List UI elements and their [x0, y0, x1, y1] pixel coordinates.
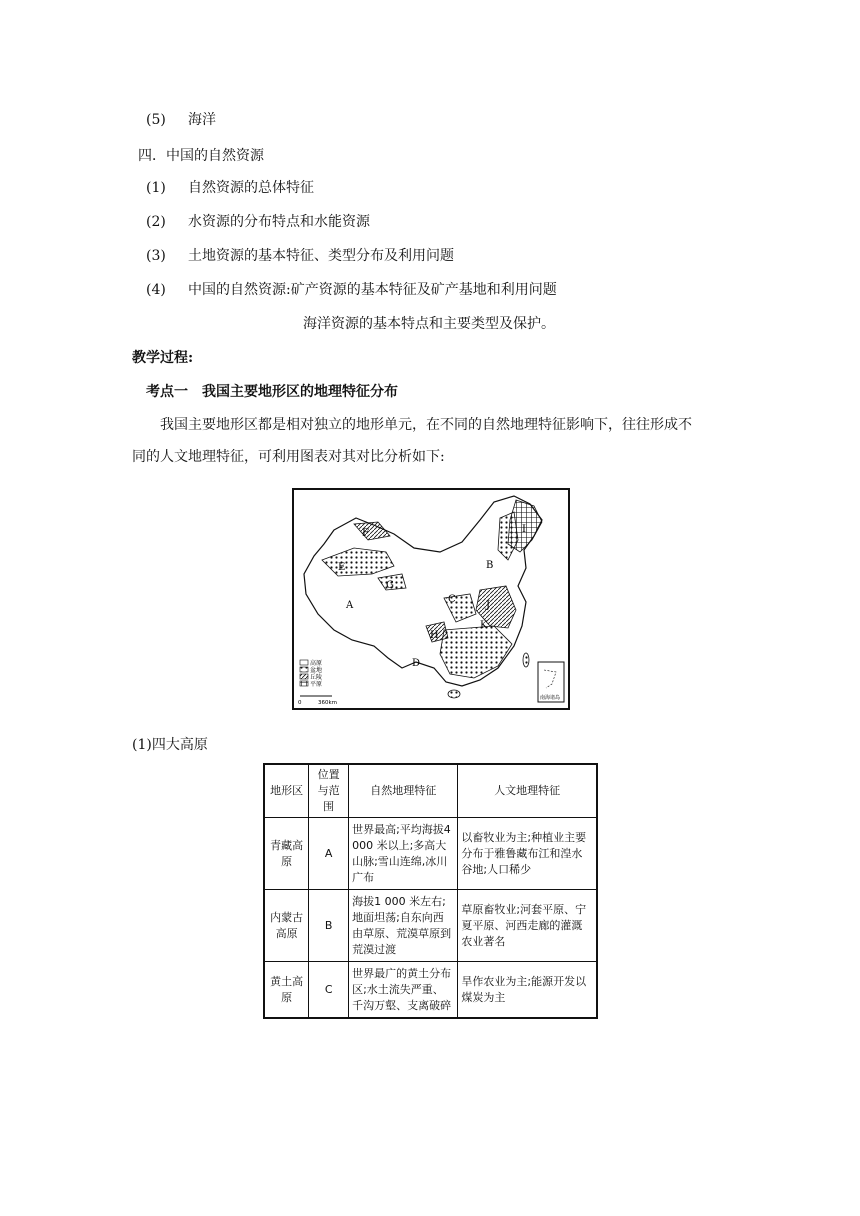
map-label-a: A: [346, 600, 354, 611]
map-label-e: E: [338, 562, 346, 573]
header-region: 地形区: [264, 764, 309, 818]
cell-human: 草原畜牧业;河套平原、宁夏平原、河西走廊的灌溉农业著名: [458, 890, 597, 962]
outline-item-text: 中国的自然资源:矿产资源的基本特征及矿产基地和利用问题: [188, 282, 557, 298]
outline-item-number: (2): [146, 214, 166, 230]
cell-human: 旱作农业为主;能源开发以煤炭为主: [458, 962, 597, 1018]
cell-position: C: [309, 962, 349, 1018]
map-label-b: B: [486, 560, 494, 571]
southeast-hills: [440, 626, 512, 678]
cell-position: A: [309, 818, 349, 890]
map-label-g: G: [386, 580, 394, 591]
cell-position: B: [309, 890, 349, 962]
map-label-k: K: [480, 620, 488, 631]
table-header-row: [264, 764, 597, 818]
kaodian-heading: [146, 382, 398, 402]
map-label-f: F: [362, 528, 369, 539]
outline-subitem-1: [146, 178, 314, 198]
plateau-table: [263, 763, 598, 1019]
header-position: 位置与范围: [309, 764, 349, 818]
table-row: [264, 818, 597, 890]
scale-end: 360km: [318, 700, 338, 706]
outline-item-number: (3): [146, 248, 166, 264]
legend-hills: 丘陵: [310, 674, 323, 681]
plateaus-heading: (1)四大高原: [132, 737, 208, 753]
kaodian-label: 考点一: [146, 384, 188, 400]
kaodian-title: 我国主要地形区的地理特征分布: [202, 384, 398, 400]
header-human: 人文地理特征: [458, 764, 597, 818]
map-label-d: D: [412, 658, 421, 669]
cell-region: 黄土高原: [264, 962, 309, 1018]
map-legend: [300, 659, 322, 688]
section-heading-4: 四．中国的自然资源: [138, 148, 264, 164]
paragraph-line-1: 我国主要地形区都是相对独立的地形单元，在不同的自然地理特征影响下，往往形成不: [160, 417, 692, 433]
map-label-j: J: [486, 600, 491, 611]
outline-item-text: 土地资源的基本特征、类型分布及利用问题: [188, 248, 454, 264]
map-label-i: I: [522, 524, 526, 535]
cell-natural: 世界最广的黄土分布区;水土流失严重、千沟万壑、支离破碎: [349, 962, 458, 1018]
legend-basin: 盆地: [310, 667, 323, 674]
cell-region: 内蒙古高原: [264, 890, 309, 962]
terrain-map-graphic: [294, 490, 568, 708]
outline-item-text: 自然资源的总体特征: [188, 180, 314, 196]
cell-human: 以畜牧业为主;种植业主要分布于雅鲁藏布江和湟水谷地;人口稀少: [458, 818, 597, 890]
legend-plateau: 高原: [310, 660, 323, 667]
outline-item-text: 海洋: [188, 112, 216, 128]
outline-subitem-2: [146, 212, 370, 232]
outline-item-number: (1): [146, 180, 166, 196]
inset-label: 南海诸岛: [540, 695, 561, 701]
table-row: [264, 962, 597, 1018]
legend-plain: 平原: [310, 681, 323, 688]
map-label-c: C: [448, 594, 456, 605]
outline-item-number: (4): [146, 282, 166, 298]
outline-item-text: 水资源的分布特点和水能资源: [188, 214, 370, 230]
scale-start: 0: [298, 700, 302, 706]
outline-item-number: (5): [146, 112, 166, 128]
outline-subitem-3: [146, 246, 454, 266]
map-label-h: H: [430, 630, 439, 641]
header-natural: 自然地理特征: [349, 764, 458, 818]
cell-natural: 海拔1 000 米左右;地面坦荡;自东向西由草原、荒漠草原到荒漠过渡: [349, 890, 458, 962]
outline-item-5: [146, 110, 216, 130]
paragraph-line-2: 同的人文地理特征，可利用图表对其对比分析如下:: [132, 449, 445, 465]
cell-region: 青藏高原: [264, 818, 309, 890]
process-heading: 教学过程:: [132, 350, 194, 366]
outline-subitem-4: [146, 280, 557, 300]
table-row: [264, 890, 597, 962]
outline-continuation: 海洋资源的基本特点和主要类型及保护。: [303, 316, 555, 332]
map-scale: [298, 696, 337, 706]
south-china-sea-inset: [538, 662, 564, 702]
terrain-map: [292, 488, 570, 710]
cell-natural: 世界最高;平均海拔4 000 米以上;多高大山脉;雪山连绵,冰川广布: [349, 818, 458, 890]
